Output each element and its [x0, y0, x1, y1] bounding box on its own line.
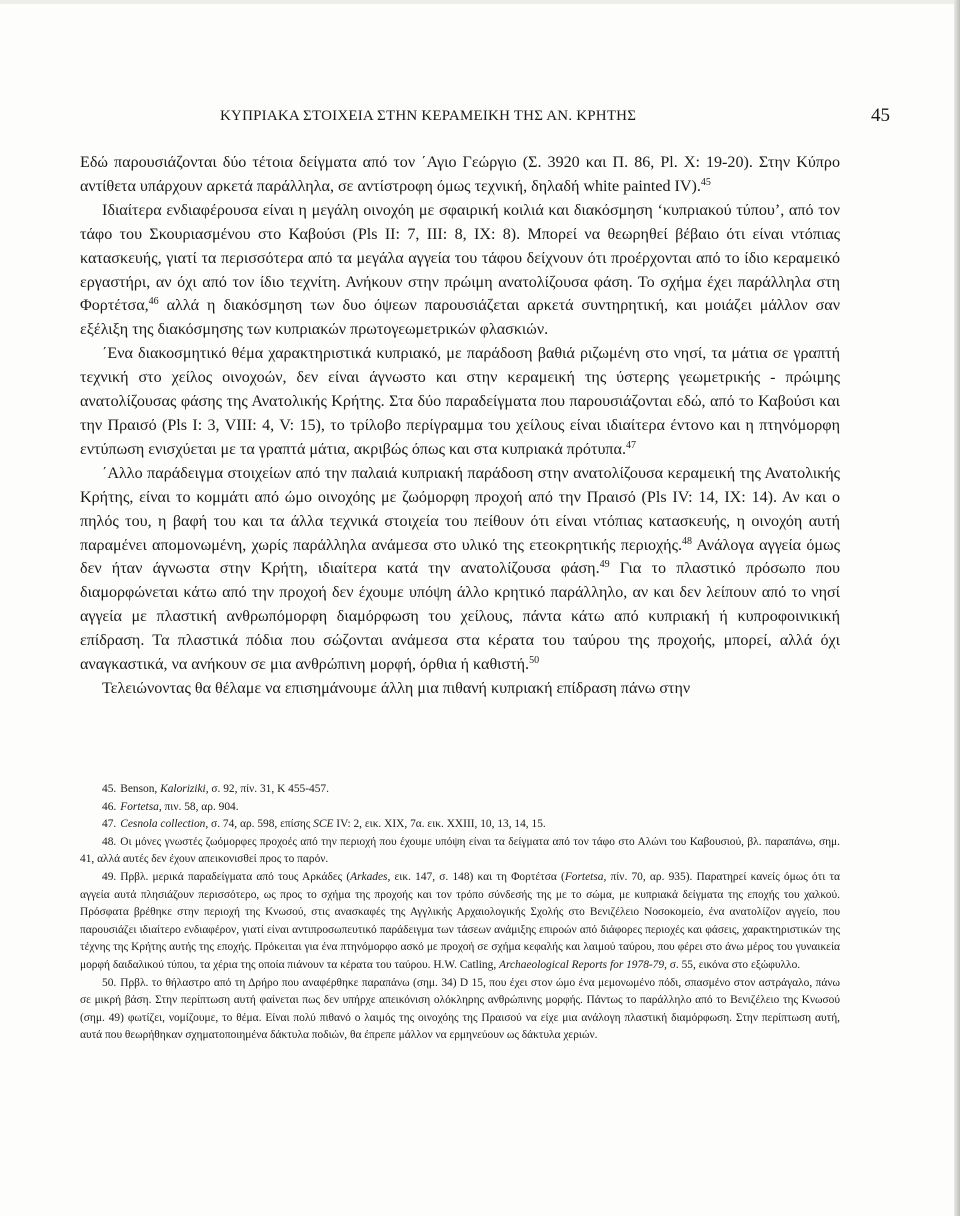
footnote-text: Πρβλ. το θήλαστρο από τη Δρήρο που αναφέρθηκε παραπάνω (σημ. 34) D 15, που έχει στον ώμο ένα μεμονωμένο πόδι, σπασμένο στον αστράγαλο, πάνω σε μικρή βάση. Στην περίπτωση αυτή φαίνεται πως δεν υπήρχε απεικόνιση ολόκληρης ανθρώπινης μορφής. Πάντως το παράλληλο από το Βενιζέλειο της Κνωσού (σημ. 49) φωτίζει, νομίζουμε, το θέμα. Είναι πολύ πιθανό ο λαιμός της οινοχόης της Πραισού να είχε μια ανάλογη πλαστική διαμόρφωση. Στην περίπτωση αυτή, αυτά που θεωρήθηκαν σχηματοποιημένα δάκτυλα ποδιών, θα έπρεπε μάλλον να ερμηνεύουν ως δάκτυλα χεριών.	[80, 976, 840, 1042]
paragraph-text: ΄Αλλο παράδειγμα στοιχείων από την παλαιά κυπριακή παράδοση στην ανατολίζουσα κεραμεική της Ανατολικής Κρήτης, είναι το κομμάτι από ώμο οινοχόης με ζωόμορφη προχοή από την Πραισό (Pls IV: 14, IX: 14). Αν και ο πηλός του, η βαφή του και τα άλλα τεχνικά στοιχεία του πείθουν ότι είναι ντόπιας κατασκευής, η οινοχόη αυτή παραμένει απομονωμένη, χωρίς παράλληλα ανάμεσα στο υλικό της ετεοκρητικής περιοχής.	[80, 464, 840, 554]
running-title: ΚΥΠΡΙΑΚΑ ΣΤΟΙΧΕΙΑ ΣΤΗΝ ΚΕΡΑΜΕΙΚΗ ΤΗΣ ΑΝ. ΚΡΗΤΗΣ	[220, 108, 637, 124]
paragraph-1	[80, 151, 840, 199]
footnote-text: σ. 92, πίν. 31, K 455-457.	[208, 783, 329, 795]
paragraph-text: Ανάλογα αγγεία όμως δεν ήταν άγνωστα στην Κρήτη, ιδιαίτερα κατά την ανατολίζουσα φάση.	[80, 536, 840, 578]
footnote-number: 47.	[102, 818, 117, 831]
paragraph-text: Εδώ παρουσιάζονται δύο τέτοια δείγματα από τον ΄Αγιο Γεώργιο (Σ. 3920 και Π. 86, Pl. X: 19-20). Στην Κύπρο αντίθετα υπάρχουν αρκετά παράλληλα, σε αντίστροφη όμως τεχνική, δηλαδή white painted IV).	[80, 154, 840, 195]
footnote-45	[80, 781, 840, 799]
paragraph-3	[80, 342, 840, 462]
footnote-italic: Kaloriziki,	[160, 783, 209, 795]
footnote-ref: 45	[700, 176, 711, 188]
footnote-number: 45.	[102, 783, 117, 795]
footnote-italic: Fortetsa,	[120, 800, 162, 813]
footnote-italic: Fortetsa,	[564, 870, 607, 883]
footnote-text: IV: 2, εικ. XIX, 7α. εικ. XXIII, 10, 13, 14, 15.	[333, 818, 546, 831]
paragraph-text: Ιδιαίτερα ενδιαφέρουσα είναι η μεγάλη οινοχόη με σφαιρική κοιλιά και διακόσμηση ‘κυπριακού τύπου’, από τον τάφο του Σκουριασμένου στο Καβούσι (Pls II: 7, III: 8, IX: 8). Μπορεί να θεωρηθεί βέβαιο ότι είναι ντόπιας κατασκευής, γιατί τα περισσότερα από τα μεγάλα αγγεία του τάφου δείχνουν ότι προέρχονται από το ίδιο κεραμεικό εργαστήρι, αν όχι από τον ίδιο τεχνίτη. Ανήκουν στην πρώιμη ανατολίζουσα φάση. Το σχήμα έχει παράλληλα στη Φορτέτσα,	[80, 201, 840, 315]
paragraph-text: Για το πλαστικό πρόσωπο που διαμορφώνεται κάτω από την προχοή δεν έχουμε υπόψη άλλο κρητικό παράλληλο, αν και δεν λείπουν από το νησί αγγεία με πλαστική ανθρωπόμορφη διαμόρφωση του χείλους, πάντα κάτω από κυπριακή ή κυπροφοινικική επίδραση. Τα πλαστικά πόδια που σώζονται ανάμεσα στα κέρατα του ταύρου της προχοής, μπορεί, αλλά όχι αναγκαστικά, να ανήκουν σε μια ανθρώπινη μορφή, όρθια ή καθιστή.	[80, 560, 840, 674]
footnotes	[80, 781, 840, 1045]
footnote-ref: 47	[626, 439, 636, 451]
footnote-48	[80, 834, 840, 869]
scan-border-right	[954, 0, 960, 1216]
paragraph-text: ΄Ενα διακοσμητικό θέμα χαρακτηριστικά κυπριακό, με παράδοση βαθιά ριζωμένη στο νησί, τα μάτια σε γραπτή τεχνική στο χείλος οινοχοών, δεν είναι άγνωστο και στην κεραμεική της ύστερης γεωμετρικής - πρώιμης ανατολίζουσας φάσης της Ανατολικής Κρήτης. Στα δύο παραδείγματα που παρουσιάζονται εδώ, από το Καβούσι και την Πραισό (Pls I: 3, VIII: 4, V: 15), το τρίλοβο περίγραμμα του χείλους είναι ιδιαίτερα έντονο και η πτηνόμορφη εντύπωση ενισχύεται με τα γραπτά μάτια, ακριβώς όπως και στα κυπριακά πρότυπα.	[80, 345, 840, 458]
paragraph-text: Τελειώνοντας θα θέλαμε να επισημάνουμε άλλη μια πιθανή κυπριακή επίδραση πάνω στην	[102, 679, 691, 697]
footnote-number: 48.	[102, 835, 117, 848]
paragraph-text: αλλά η διακόσμηση των δυο όψεων παρουσιάζεται αρκετά συντηρητική, και μοιάζει μάλλον σαν εξέλιξη της διακόσμησης των κυπριακών πρωτογεωμετρικών φλασκιών.	[80, 297, 840, 339]
footnote-text: Benson,	[120, 783, 161, 795]
footnote-text: εικ. 147, σ. 148) και τη Φορτέτσα (	[390, 870, 565, 883]
footnote-49	[80, 869, 840, 975]
footnote-text: σ. 55, εικόνα στο εξώφυλλο.	[666, 958, 801, 971]
paragraph-4	[80, 462, 840, 677]
page-header	[80, 104, 890, 132]
footnote-text: πιν. 58, αρ. 904.	[161, 800, 239, 813]
footnote-italic: SCE	[313, 818, 334, 831]
footnote-text: πίν. 70, αρ. 935). Παρατηρεί κανείς όμως ότι τα αγγεία αυτά πλησιάζουν περισσότερο, ως προς το σχήμα της προχοής και τον τρόπο σύνδεσής της με το σώμα, με κυπριακά δείγματα της εποχής του χαλκού. Πρόσφατα βρέθηκε στην περιοχή της Κνωσού, στις ανασκαφές της Αγγλικής Αρχαιολογικής Σχολής στο Βενιζέλειο Νοσοκομείο, ένα ανατολίζον αγγείο, που παρουσιάζει ιδιαίτερο ενδιαφέρον, γιατί είναι αντιπροσωπευτικό παράδειγμα των τάσεων ανάμιξης επιροών από διάφορες περιοχές και φάσεις, χαρακτηριστικών της τέχνης της Κρήτης αυτής της εποχής. Πρόκειται για ένα πτηνόμορφο ασκό με προχοή σε σχήμα κεφαλής και λαιμού ταύρου, που φέρει στο άνω μέρος του γυναικεία μορφή δαιδαλικού τύπου, τα χέρια της οποία πιάνουν τα κέρατα του ταύρου. H.W. Catling,	[80, 870, 841, 971]
footnote-text: Πρβλ. μερικά παραδείγματα από τους Αρκάδες (	[120, 870, 351, 883]
footnote-text: Οι μόνες γνωστές ζωόμορφες προχοές από την περιοχή που έχουμε υπόψη είναι τα δείγματα από τον τάφο στο Αλώνι του Καβουσιού, βλ. παραπάνω, σημ. 41, αλλά αυτές δεν έχουν απεικονισθεί προς το παρόν.	[80, 835, 840, 866]
footnote-italic: Arkades,	[350, 870, 391, 883]
footnote-ref: 49	[599, 559, 610, 571]
footnote-50	[80, 975, 840, 1045]
paragraph-5	[80, 677, 840, 701]
footnote-number: 50.	[102, 976, 117, 989]
page-number: 45	[871, 105, 890, 126]
footnote-italic: Cesnola collection,	[120, 818, 209, 831]
scan-border-top	[0, 0, 960, 4]
paragraph-2	[80, 199, 840, 342]
footnote-47	[80, 816, 840, 834]
footnote-number: 49.	[102, 870, 117, 883]
footnote-46	[80, 799, 840, 817]
footnote-number: 46.	[102, 800, 117, 813]
footnote-italic: Archaeological Reports for 1978-79,	[499, 958, 667, 971]
footnote-ref: 48	[682, 535, 692, 547]
main-text	[80, 151, 840, 701]
footnote-text: σ. 74, αρ. 598, επίσης	[208, 818, 314, 831]
footnote-ref: 50	[529, 655, 540, 667]
footnote-ref: 46	[148, 296, 159, 308]
